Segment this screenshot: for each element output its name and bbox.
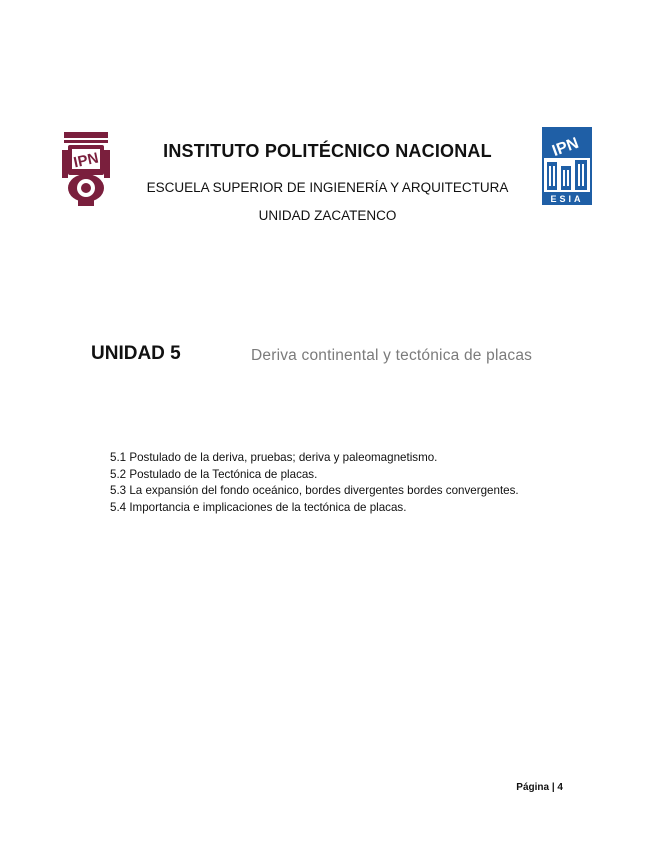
list-item: 5.2 Postulado de la Tectónica de placas. <box>110 467 318 481</box>
unit-topic: Deriva continental y tectónica de placas <box>251 347 533 364</box>
topics-list <box>110 450 519 516</box>
page-number: Página | 4 <box>516 782 563 793</box>
list-item: 5.3 La expansión del fondo oceánico, bordes divergentes bordes convergentes. <box>110 484 519 498</box>
ipn-logo-text: IPN <box>72 149 101 172</box>
campus-name: UNIDAD ZACATENCO <box>258 208 397 223</box>
list-item: 5.1 Postulado de la deriva, pruebas; deriva y paleomagnetismo. <box>110 451 438 464</box>
esia-logo-ipn-text: IPN <box>550 134 581 160</box>
ipn-logo <box>58 126 114 210</box>
school-name: ESCUELA SUPERIOR DE INGIENERÍA Y ARQUITECTURA <box>146 180 509 195</box>
unit-label: UNIDAD 5 <box>91 343 181 364</box>
esia-logo-band-text: ESIA <box>550 194 584 204</box>
institution-title: INSTITUTO POLITÉCNICO NACIONAL <box>163 141 492 161</box>
list-item: 5.4 Importancia e implicaciones de la tectónica de placas. <box>110 500 407 514</box>
